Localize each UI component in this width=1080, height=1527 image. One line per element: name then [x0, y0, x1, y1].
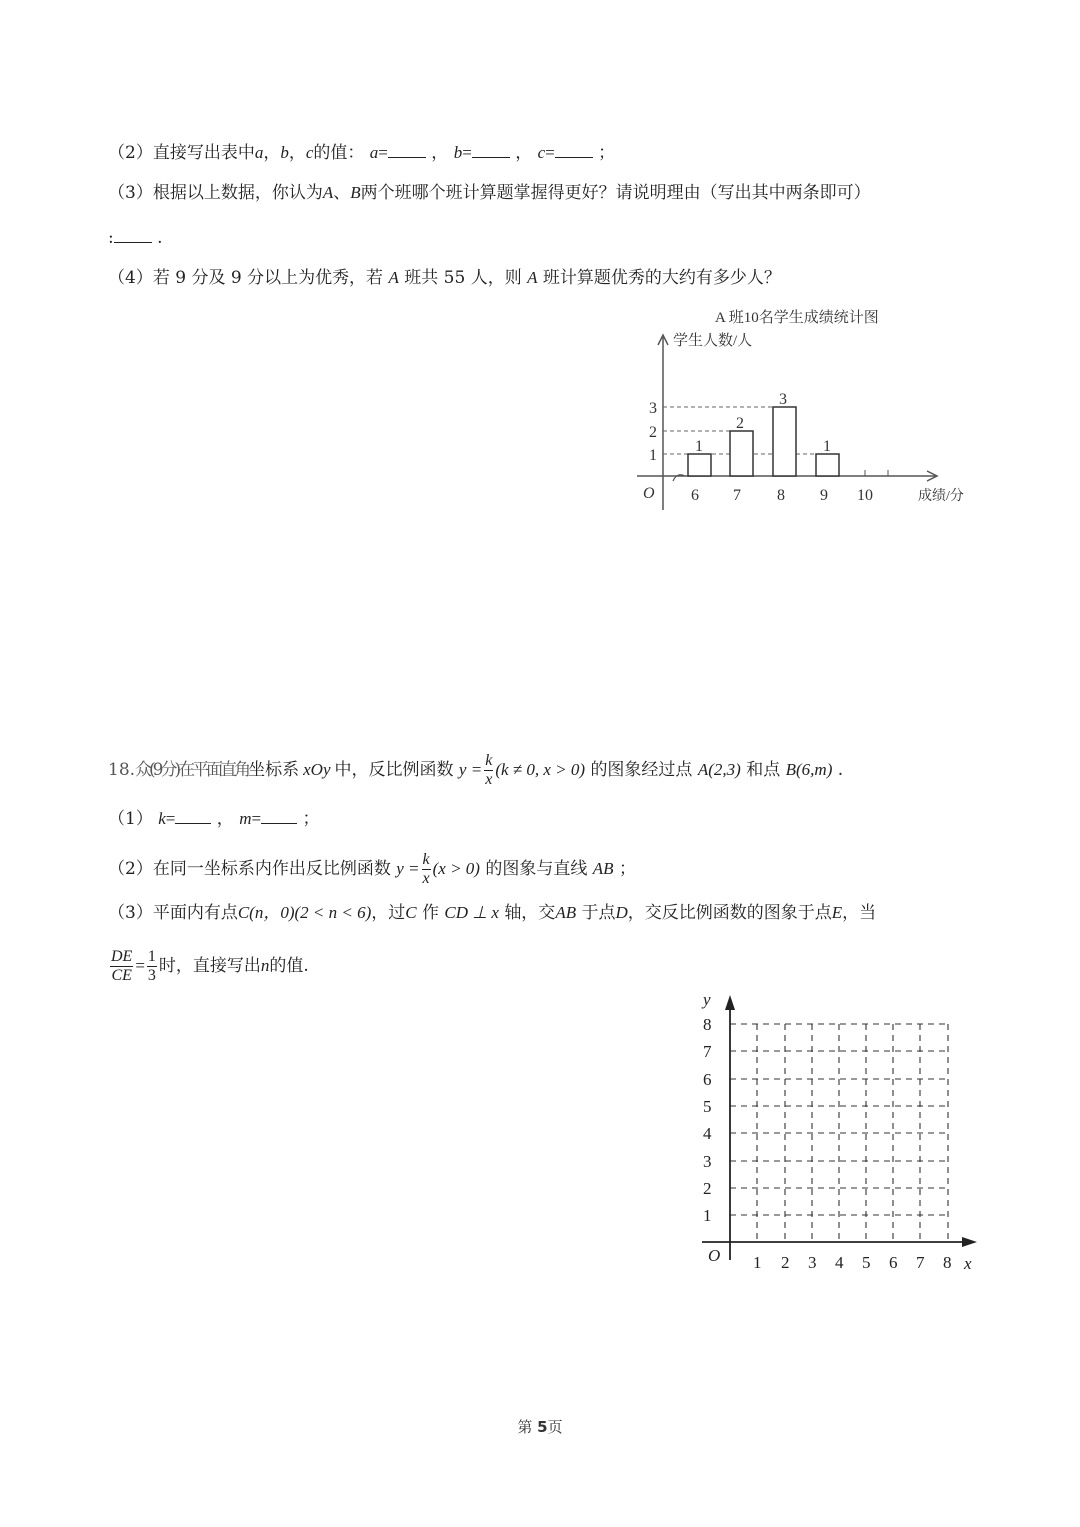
svg-text:4: 4	[703, 1124, 712, 1143]
bar-6	[688, 454, 711, 476]
svg-text:10: 10	[857, 487, 873, 504]
x-axis-arrow-icon	[962, 1237, 977, 1247]
answer-blank-a[interactable]	[388, 139, 426, 158]
y-axis-label: 学生人数/人	[673, 333, 753, 349]
q17-part3: （3）根据以上数据，你认为A、B两个班哪个班计算题掌握得更好？请说明理由（写出其中两条即可）	[108, 183, 871, 203]
svg-text:O: O	[708, 1246, 721, 1265]
x-axis-label: 成绩/分	[918, 489, 964, 504]
q17-part4: （4）若 9 分及 9 分以上为优秀，若 A 班共 55 人，则 A 班计算题优秀的大约有多少人？	[108, 268, 781, 288]
svg-text:6: 6	[889, 1253, 898, 1272]
q18-part3-line2: $\frac{DE}{CE}$ = $\frac{1}{3}$ 时，直接写出n的值.	[111, 948, 309, 984]
svg-text:5: 5	[862, 1253, 871, 1272]
q17-part2: （2）直接写出表中a，b，c的值： a= ， b= ， c= ；	[108, 139, 615, 165]
svg-text:y: y	[703, 990, 711, 1009]
q18-part1: （1） k= ， m= ；	[108, 805, 319, 831]
q18-part3: （3）平面内有点C(n，0)(2 < n < 6)，过C 作 CD ⊥ x 轴，交AB 于点D，交反比例函数的图象于点E，当	[108, 903, 877, 923]
bar-chart-a-class-scores	[625, 300, 985, 515]
svg-text:8: 8	[777, 487, 785, 504]
svg-text:x: x	[964, 1254, 972, 1273]
answer-blank-b[interactable]	[472, 139, 510, 158]
q18-part2: （2）在同一坐标系内作出反比例函数 y = $\frac{k}{x}$ (x > 0) 的图象与直线 AB ；	[108, 851, 636, 887]
bar-8	[773, 407, 796, 476]
svg-text:7: 7	[703, 1042, 712, 1061]
q18-header: 18.众(9分)在平面直角坐标系 xOy 中，反比例函数 y = $\frac{k}{x}$ (k ≠ 0, x > 0) 的图象经过点 A(2,3) 和点 B(6,m) .	[108, 752, 844, 788]
answer-blank-c[interactable]	[555, 139, 593, 158]
answer-blank-k[interactable]	[175, 805, 211, 824]
svg-text:3: 3	[779, 391, 787, 408]
svg-text:2: 2	[781, 1253, 790, 1272]
svg-text:O: O	[643, 485, 655, 502]
fraction-de-over-ce: $\frac{DE}{CE}$	[111, 948, 133, 984]
fraction-one-third: $\frac{1}{3}$	[147, 948, 156, 984]
answer-blank-reason[interactable]	[114, 224, 152, 243]
svg-text:9: 9	[820, 487, 828, 504]
svg-text:1: 1	[695, 438, 703, 455]
page-number: 5	[537, 1418, 548, 1436]
page-footer: 第 5页	[517, 1418, 563, 1436]
svg-text:1: 1	[823, 438, 831, 455]
svg-text:2: 2	[649, 424, 657, 441]
svg-text:7: 7	[733, 487, 741, 504]
svg-text:3: 3	[649, 400, 657, 417]
bar-7	[730, 431, 753, 476]
svg-text:7: 7	[916, 1253, 925, 1272]
chart-title: A 班10名学生成绩统计图	[715, 310, 879, 326]
svg-text:8: 8	[943, 1253, 952, 1272]
q17-part3-answer-line: : .	[108, 224, 163, 250]
svg-text:2: 2	[736, 415, 744, 432]
svg-text:3: 3	[703, 1152, 712, 1171]
svg-text:4: 4	[835, 1253, 844, 1272]
svg-text:1: 1	[753, 1253, 762, 1272]
answer-blank-m[interactable]	[261, 805, 297, 824]
svg-text:5: 5	[703, 1097, 712, 1116]
bar-9	[816, 454, 839, 476]
svg-text:1: 1	[649, 447, 657, 464]
svg-text:1: 1	[703, 1206, 712, 1225]
svg-text:6: 6	[691, 487, 699, 504]
fraction-k-over-x: $\frac{k}{x}$	[485, 752, 493, 788]
svg-text:6: 6	[703, 1070, 712, 1089]
svg-text:2: 2	[703, 1179, 712, 1198]
svg-text:3: 3	[808, 1253, 817, 1272]
coordinate-grid	[690, 990, 985, 1275]
svg-text:8: 8	[703, 1015, 712, 1034]
fraction-k-over-x: $\frac{k}{x}$	[422, 851, 430, 887]
y-axis-arrow-icon	[725, 995, 735, 1010]
